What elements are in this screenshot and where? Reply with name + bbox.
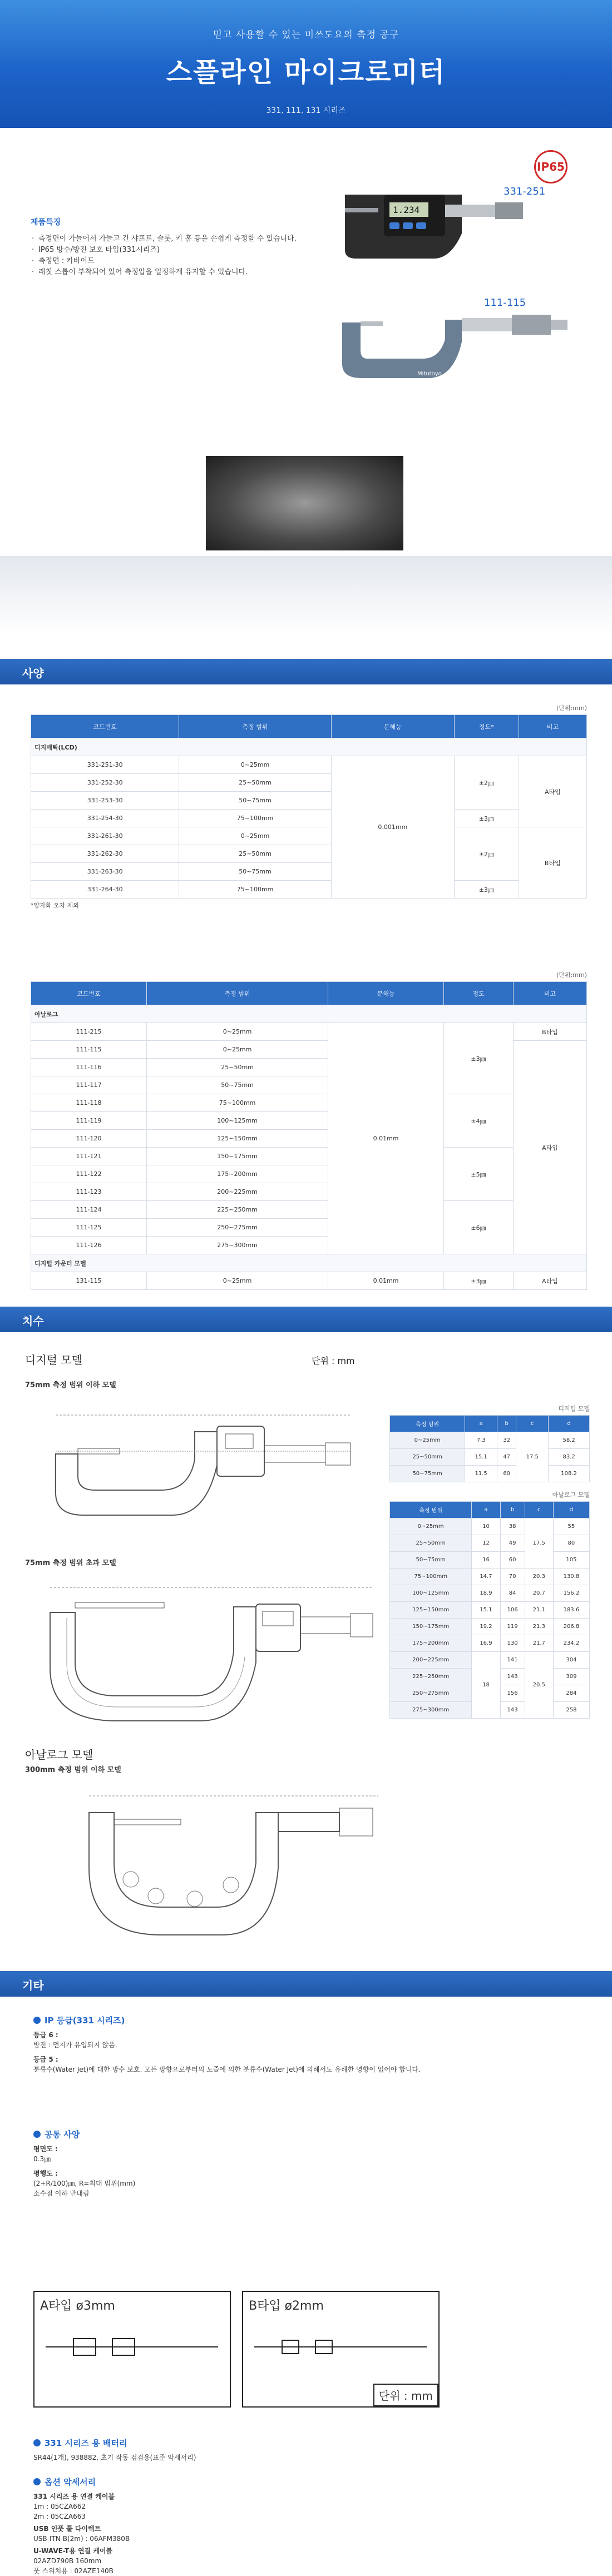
option-line: 1m : 05CZA662 [33, 2503, 86, 2510]
table-row: 50~75mm 16 60 105 [390, 1552, 590, 1569]
features-list [31, 234, 309, 278]
range-cell: 175~200mm [147, 1165, 328, 1183]
ip5-body: 분류수(Water Jet)에 대한 방수 보호. 모든 방향으로부터의 노즐에 의한 분류수(Water Jet)에 의해서도 유해한 영향이 없어야 합니다. [33, 2066, 421, 2073]
range-cell: 50~75mm [179, 792, 331, 810]
spec-table-digital [31, 703, 587, 910]
range-cell: 0~25mm [147, 1041, 328, 1059]
table-row [31, 1023, 587, 1041]
col-header: 비고 [513, 982, 586, 1005]
code-cell: 331-252-30 [31, 774, 179, 792]
code-cell: 331-262-30 [31, 845, 179, 863]
table-row: 0~25mm 7.3 32 17.5 58.2 [390, 1432, 590, 1449]
range-cell: 200~225mm [147, 1183, 328, 1201]
table-row [31, 881, 587, 899]
range-cell: 50~75mm [147, 1076, 328, 1094]
col-header: c [525, 1502, 553, 1518]
code-cell: 111-121 [31, 1148, 147, 1165]
dim-table [389, 1501, 590, 1719]
range-cell: 25~50mm [179, 774, 331, 792]
hero-subtitle: 믿고 사용할 수 있는 미쓰도요의 측정 공구 [213, 29, 399, 41]
features-heading: 제품특징 [31, 218, 61, 227]
accuracy-cell: ±2㎛ [454, 756, 519, 810]
col-header: 분해능 [331, 715, 454, 738]
col-header: d [553, 1502, 589, 1518]
code-cell: 111-115 [31, 1041, 147, 1059]
col-header: 측정 범위 [390, 1416, 465, 1432]
accuracy-cell: ±6㎛ [443, 1201, 513, 1254]
code-cell: 111-116 [31, 1059, 147, 1076]
footnote: *양자화 오차 제외 [31, 902, 79, 909]
model-a-label: 331-251 [504, 186, 546, 197]
table-row: 0~25mm 10 38 17.5 55 [390, 1518, 590, 1535]
col-header: b [497, 1416, 516, 1432]
note-cell: A타입 [519, 756, 586, 827]
option-line: 풋 스위치용 : 02AZE140B [33, 2567, 113, 2575]
feature-item: · 측정면 : 카바이드 [31, 256, 309, 267]
table-row: 25~50mm 15.1 47 83.2 [390, 1449, 590, 1466]
code-cell: 331-251-30 [31, 756, 179, 774]
options-title: 옵션 악세서리 [33, 2477, 534, 2487]
divider-shade [0, 556, 612, 634]
col-header: b [500, 1502, 525, 1518]
table-row: 75~100mm 14.7 70 20.3 130.8 [390, 1569, 590, 1585]
col-header: 코드번호 [31, 715, 179, 738]
code-cell: 111-122 [31, 1165, 147, 1183]
feature-item: · 래칫 스톱이 부착되어 있어 측정압을 일정하게 유지할 수 있습니다. [31, 267, 309, 278]
section-bar-dimensions [0, 1307, 612, 1332]
code-cell: 331-254-30 [31, 810, 179, 827]
features-box [31, 217, 309, 278]
range-cell: 25~50mm [179, 845, 331, 863]
table-row [31, 1094, 587, 1112]
col-header: a [472, 1502, 500, 1518]
col-header: 정도 [443, 982, 513, 1005]
unit-label: 단위 : mm [312, 1356, 355, 1366]
table-row: 225~250mm 143 309 [390, 1669, 590, 1685]
hero-series: 331, 111, 131 시리즈 [266, 106, 346, 115]
range-cell: 75~100mm [179, 810, 331, 827]
code-cell: 111-125 [31, 1219, 147, 1237]
svg-text:Mitutoyo: Mitutoyo [417, 371, 442, 377]
col-header: 정도* [454, 715, 519, 738]
table-caption: 디지털 모델 [558, 1405, 590, 1412]
tip-b-box [242, 2291, 440, 2408]
table-row [31, 756, 587, 774]
flatness-value: 0.3㎛ [33, 2155, 51, 2163]
common-spec-block [33, 2130, 534, 2198]
analog-dim-table [389, 1490, 590, 1719]
ip-rating-title: IP 등급(331 시리즈) [33, 2016, 534, 2026]
spec-table [31, 714, 587, 899]
option-line: USB-ITN-B(2m) : 06AFM380B [33, 2535, 130, 2543]
table-row: 100~125mm 18.9 84 20.7 156.2 [390, 1585, 590, 1602]
code-cell: 111-215 [31, 1023, 147, 1041]
code-cell: 331-253-30 [31, 792, 179, 810]
range-cell: 0~25mm [147, 1272, 328, 1290]
table-row [31, 1201, 587, 1219]
digital-small-drawing [33, 1393, 367, 1521]
tip-a-box [33, 2291, 231, 2408]
option-line: 2m : 05CZA663 [33, 2513, 86, 2520]
accuracy-cell: ±3㎛ [443, 1272, 513, 1290]
section-bar-other [0, 1971, 612, 1997]
digital-model-title: 디지털 모델 [25, 1353, 82, 1367]
accuracy-cell: ±5㎛ [443, 1148, 513, 1201]
range-cell: 0~25mm [147, 1023, 328, 1041]
usage-photo [206, 456, 403, 550]
tip-a-drawing [40, 2314, 224, 2380]
range-cell: 0~25mm [179, 827, 331, 845]
accuracy-cell: ±4㎛ [443, 1094, 513, 1148]
parallelism-heading: 평행도 : [33, 2170, 58, 2177]
code-cell: 111-119 [31, 1112, 147, 1130]
table-row: 175~200mm 16.9 130 21.7 234.2 [390, 1635, 590, 1652]
battery-block [33, 2438, 534, 2463]
code-cell: 331-263-30 [31, 863, 179, 881]
accuracy-cell: ±3㎛ [443, 1023, 513, 1094]
table-row [31, 810, 587, 827]
code-cell: 111-118 [31, 1094, 147, 1112]
group-row: 아날로그 [31, 1005, 587, 1023]
table-row [31, 1272, 587, 1290]
unit-note: (단위:mm) [556, 704, 587, 712]
section-title: 기타 [22, 1979, 44, 1992]
option-heading: U-WAVE-T용 연결 케이블 [33, 2547, 113, 2555]
col-header: 코드번호 [31, 982, 147, 1005]
col-header: d [549, 1416, 590, 1432]
code-cell: 131-115 [31, 1272, 147, 1290]
range-cell: 0~25mm [179, 756, 331, 774]
code-cell: 111-124 [31, 1201, 147, 1219]
tip-unit-label: 단위 : mm [373, 2384, 438, 2406]
col-header: 측정 범위 [390, 1502, 472, 1518]
model-b-label: 111-115 [484, 297, 526, 309]
table-row: 25~50mm 12 49 80 [390, 1535, 590, 1552]
intro-section [0, 128, 612, 439]
accuracy-cell: ±3㎛ [454, 881, 519, 899]
analog-model-title: 아날로그 모델 [25, 1748, 93, 1761]
ip-rating-block [33, 2016, 534, 2074]
range-cell: 150~175mm [147, 1148, 328, 1165]
note-cell: A타입 [513, 1041, 586, 1254]
resolution-cell: 0.001mm [331, 756, 454, 899]
range-cell: 125~150mm [147, 1130, 328, 1148]
ip6-heading: 등급 6 : [33, 2031, 58, 2039]
spec-table [31, 981, 587, 1290]
option-heading: USB 인풋 툴 다이렉트 [33, 2525, 101, 2533]
digital-large-drawing [33, 1574, 378, 1729]
col-header: 측정 범위 [147, 982, 328, 1005]
code-cell: 331-261-30 [31, 827, 179, 845]
table-row: 125~150mm 15.1 106 21.1 183.6 [390, 1602, 590, 1619]
common-spec-title: 공통 사양 [33, 2130, 534, 2140]
code-cell: 111-120 [31, 1130, 147, 1148]
col-header: 측정 범위 [179, 715, 331, 738]
section-bar-spec [0, 659, 612, 684]
analog-micrometer-image [334, 289, 590, 384]
table-row [31, 827, 587, 845]
option-heading: 331 시리즈 용 연결 케이블 [33, 2493, 115, 2500]
col-header: c [516, 1416, 549, 1432]
battery-title: 331 시리즈 용 배터리 [33, 2438, 534, 2448]
table-row: 50~75mm 11.5 60 108.2 [390, 1466, 590, 1482]
section-title: 사양 [22, 667, 44, 680]
table-caption: 아날로그 모델 [552, 1491, 590, 1498]
table-row [31, 1148, 587, 1165]
code-cell: 111-126 [31, 1237, 147, 1254]
svg-text:1.234: 1.234 [393, 205, 420, 215]
col-header: a [465, 1416, 497, 1432]
code-cell: 111-117 [31, 1076, 147, 1094]
hero-title: 스플라인 마이크로미터 [166, 57, 446, 88]
range-cell: 75~100mm [147, 1094, 328, 1112]
drawing-subtitle: 75mm 측정 범위 초과 모델 [25, 1559, 116, 1567]
col-header: 분해능 [328, 982, 444, 1005]
table-row: 250~275mm 156 284 [390, 1685, 590, 1702]
dim-table [389, 1415, 590, 1482]
resolution-cell: 0.01mm [328, 1023, 444, 1254]
ip65-badge: IP65 [534, 150, 567, 183]
resolution-cell: 0.01mm [328, 1272, 444, 1290]
range-cell: 75~100mm [179, 881, 331, 899]
battery-text: SR44(1개), 938882, 초기 작동 검검용(표준 악세서리) [33, 2454, 196, 2461]
drawing-subtitle: 75mm 측정 범위 이하 모델 [25, 1381, 116, 1389]
range-cell: 25~50mm [147, 1059, 328, 1076]
tip-a-title: A타입 ø3mm [40, 2299, 115, 2313]
range-cell: 50~75mm [179, 863, 331, 881]
feature-item: · IP65 방수/방진 보호 타입(331시리즈) [31, 245, 309, 256]
accuracy-cell: ±2㎛ [454, 827, 519, 881]
col-header: 비고 [519, 715, 586, 738]
options-block [33, 2477, 534, 2576]
feature-item: · 측정면이 가늘어서 가늘고 긴 샤프트, 슬롯, 키 홈 등을 손쉽게 측정할 수 있습니다. [31, 234, 309, 245]
spec-table-analog [31, 970, 587, 1290]
group-row: 디지털 카운터 모델 [31, 1254, 587, 1272]
digital-micrometer-image [334, 178, 590, 261]
unit-note: (단위:mm) [556, 971, 587, 979]
flatness-heading: 평면도 : [33, 2145, 58, 2153]
note-cell: B타입 [519, 827, 586, 899]
hero-banner [0, 0, 612, 128]
code-cell: 331-264-30 [31, 881, 179, 899]
tip-b-title: B타입 ø2mm [249, 2299, 324, 2313]
range-cell: 250~275mm [147, 1219, 328, 1237]
code-cell: 111-123 [31, 1183, 147, 1201]
digital-dim-table [389, 1404, 590, 1482]
table-row: 200~225mm 18 141 20.5 304 [390, 1652, 590, 1669]
ip5-heading: 등급 5 : [33, 2056, 58, 2063]
tip-b-drawing [249, 2314, 432, 2380]
section-title: 치수 [22, 1314, 44, 1328]
accuracy-cell: ±3㎛ [454, 810, 519, 827]
drawing-subtitle: 300mm 측정 범위 이하 모델 [25, 1766, 121, 1774]
option-line: 02AZD790B 160mm [33, 2557, 102, 2565]
parallelism-value: (2+R/100)㎛, R=최대 범위(mm) [33, 2180, 136, 2187]
table-row: 150~175mm 19.2 119 21.3 206.8 [390, 1619, 590, 1635]
ip6-body: 방진 : 먼지가 유입되지 않음. [33, 2041, 117, 2049]
group-row: 디지매틱(LCD) [31, 738, 587, 756]
analog-drawing [78, 1779, 389, 1946]
note-cell: B타입 [513, 1023, 586, 1041]
range-cell: 225~250mm [147, 1201, 328, 1219]
table-row: 275~300mm 143 258 [390, 1702, 590, 1719]
parallelism-note: 소수점 이하 반내림 [33, 2190, 90, 2197]
range-cell: 275~300mm [147, 1237, 328, 1254]
range-cell: 100~125mm [147, 1112, 328, 1130]
note-cell: A타입 [513, 1272, 586, 1290]
